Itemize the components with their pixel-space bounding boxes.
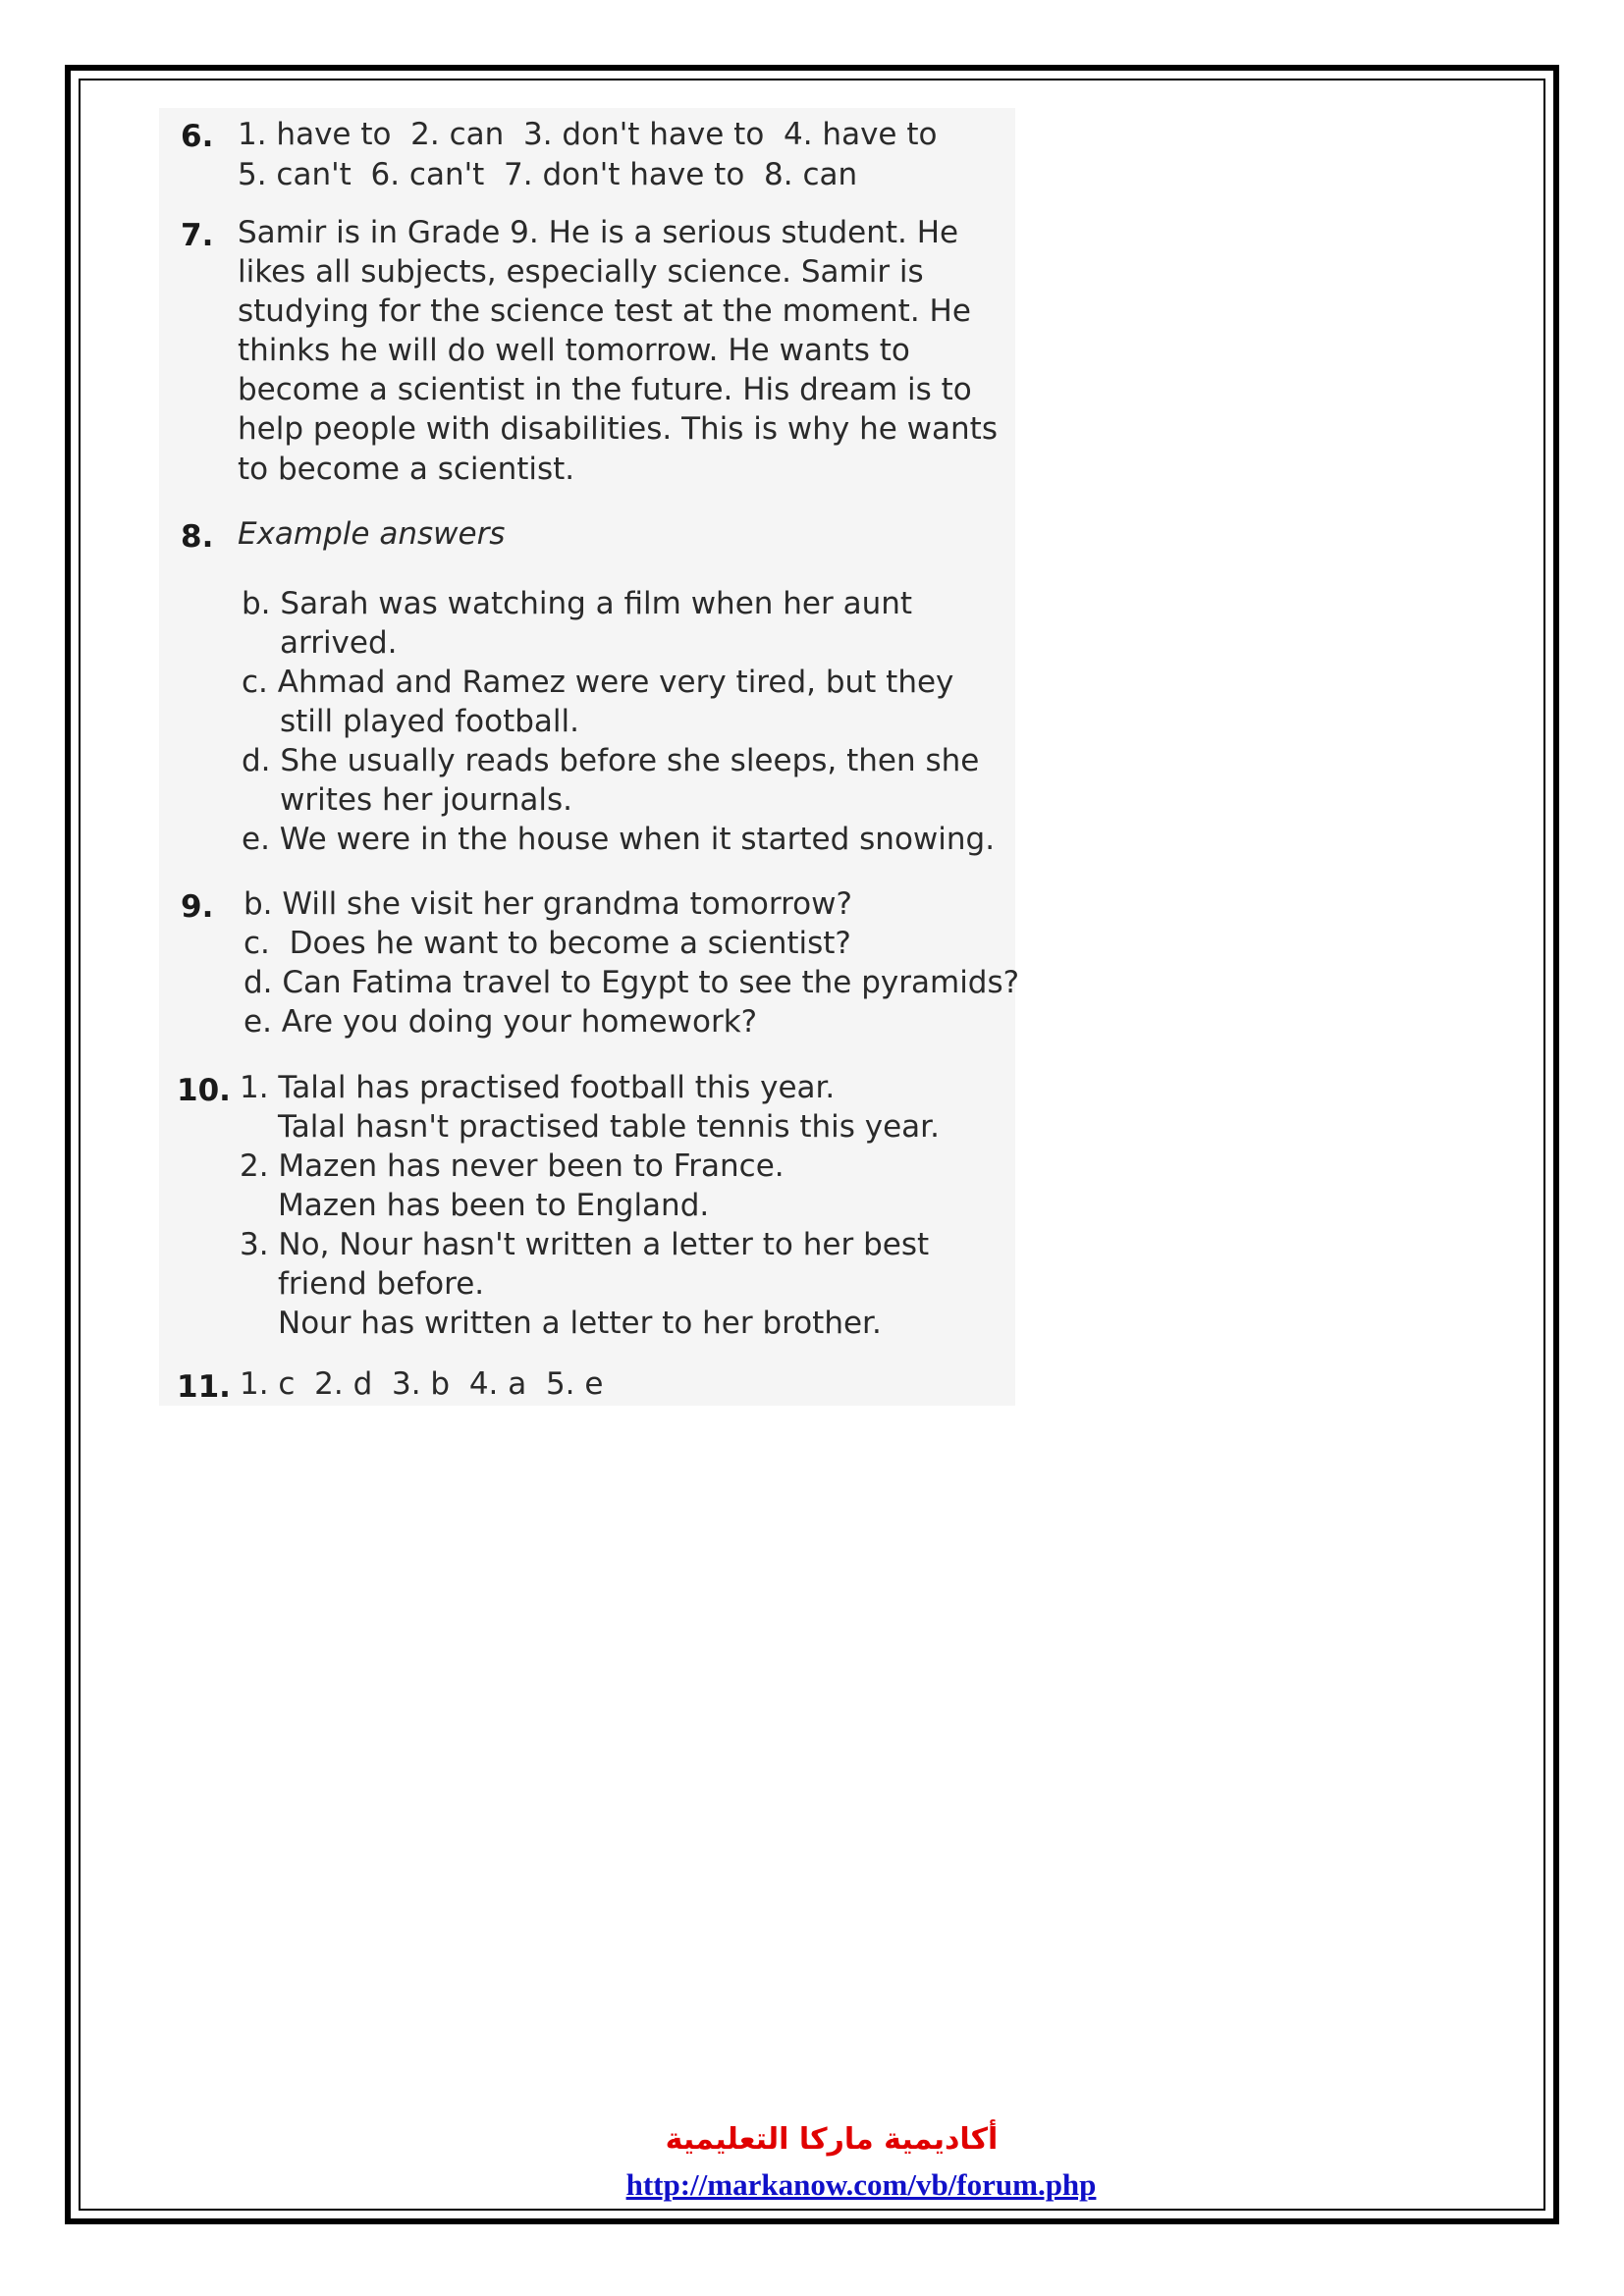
q9-line-d: d. Can Fatima travel to Egypt to see the pyramids? (244, 965, 1020, 1000)
q9-line-b: b. Will she visit her grandma tomorrow? (244, 886, 852, 922)
q7-line-7: to become a scientist. (238, 452, 575, 487)
q11-line-1: 1. c 2. d 3. b 4. a 5. e (240, 1366, 604, 1402)
q7-line-5: become a scientist in the future. His dream is to (238, 372, 972, 407)
q10-line-1: 1. Talal has practised football this year. (240, 1070, 836, 1105)
q7-line-4: thinks he will do well tomorrow. He wants to (238, 333, 910, 368)
q8-line-c-cont: still played football. (280, 704, 579, 739)
q8-line-b: b. Sarah was watching a film when her aunt (242, 586, 913, 621)
q10-line-2: 2. Mazen has never been to France. (240, 1148, 785, 1184)
q7-line-6: help people with disabilities. This is why he wants (238, 411, 998, 447)
question-number-9: 9. (181, 889, 214, 925)
q8-heading: Example answers (238, 516, 506, 552)
footer-forum-link[interactable]: http://markanow.com/vb/forum.php (625, 2167, 1097, 2202)
q7-line-3: studying for the science test at the moment. He (238, 294, 971, 329)
q10-line-3: 3. No, Nour hasn't written a letter to her best (240, 1227, 930, 1262)
q7-line-2: likes all subjects, especially science. Samir is (238, 254, 924, 290)
question-number-6: 6. (181, 119, 214, 154)
q10-line-2-cont: Mazen has been to England. (278, 1188, 710, 1223)
q10-line-3-cont2: Nour has written a letter to her brother. (278, 1306, 882, 1341)
q9-line-c: c. Does he want to become a scientist? (244, 926, 851, 961)
q9-line-e: e. Are you doing your homework? (244, 1004, 758, 1040)
q8-line-d: d. She usually reads before she sleeps, then she (242, 743, 980, 778)
question-number-7: 7. (181, 218, 214, 253)
q6-line-2: 5. can't 6. can't 7. don't have to 8. can (238, 157, 858, 192)
q8-line-d-cont: writes her journals. (280, 782, 572, 818)
footer-academy-name: أكاديمية ماركا التعليمية (665, 2122, 999, 2157)
question-number-11: 11. (177, 1369, 231, 1405)
q6-line-1: 1. have to 2. can 3. don't have to 4. have to (238, 117, 938, 152)
q10-line-1-cont: Talal hasn't practised table tennis this year. (278, 1109, 940, 1145)
question-number-10: 10. (177, 1073, 231, 1108)
question-number-8: 8. (181, 519, 214, 555)
q7-line-1: Samir is in Grade 9. He is a serious student. He (238, 215, 959, 250)
q8-line-e: e. We were in the house when it started snowing. (242, 822, 996, 857)
q10-line-3-cont: friend before. (278, 1266, 485, 1302)
q8-line-c: c. Ahmad and Ramez were very tired, but they (242, 665, 954, 700)
q8-line-b-cont: arrived. (280, 625, 398, 661)
